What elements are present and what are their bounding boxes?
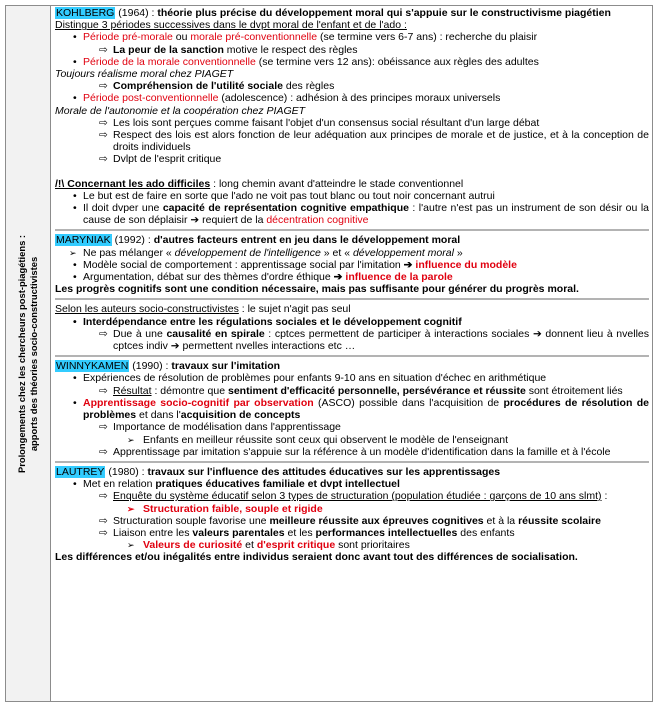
winnykamen-sub-3: ⇨ Apprentissage par imitation s'appuie sur la référence à un modèle d'identification dans la famille et à l'école [55, 446, 649, 458]
lautrey-s2-c: et à la [483, 514, 519, 527]
author-lautrey: LAUTREY [56, 465, 105, 478]
side-title-cell [6, 6, 51, 701]
winnykamen-b2-red: Apprentissage socio-cognitif par observation [83, 396, 314, 409]
ado-b2-c: : l'autre n'est pas un instrument de son désir ou la cause de son déplaisir [83, 202, 649, 227]
ado-b2-bold: capacité de représentation cognitive empathique [162, 202, 409, 215]
period-1-text: (se termine vers 6-7 ans) : recherche du plaisir [317, 31, 538, 44]
socio-title-text: : le sujet n'agit pas seul [238, 303, 351, 316]
socio-s1-e: permettent nvelles interactions etc … [179, 340, 356, 353]
maryniak-l1-c: » [453, 246, 463, 259]
winnykamen-b2-bold: procédures de résolution de problèmes [83, 396, 649, 422]
kohlberg-period-3-note: Morale de l'autonomie et la coopération chez PIAGET [55, 104, 306, 117]
period-1-sub-text: motive le respect des règles [223, 43, 358, 56]
section-divider [55, 461, 649, 463]
maryniak-l1-i1: développement de l'intelligence [174, 246, 321, 259]
maryniak-year: (1992) : [111, 234, 154, 247]
socio-s1-d: donnent lieu à nvelles cptces indiv [113, 327, 649, 353]
lautrey-b1-bold: pratiques éducatives familiale et dvpt intellectuel [155, 478, 400, 491]
lautrey-s1-rest: : [601, 490, 608, 503]
lautrey-s2-a: Structuration souple favorise une [113, 514, 270, 527]
winnykamen-b2-c: et dans l' [136, 409, 181, 422]
section-divider [55, 355, 649, 357]
arrow-right-icon: ➔ [532, 327, 542, 340]
kohlberg-period-2-sub [55, 80, 649, 92]
kohlberg-period-3-sub-1: ⇨ Les lois sont perçues comme faisant l'objet d'un consensus social résultant d'un large débat [55, 117, 649, 129]
winnykamen-year: (1990) : [129, 360, 172, 373]
lautrey-s3-bold: valeurs parentales [192, 526, 285, 539]
kohlberg-section [55, 7, 649, 226]
kohlberg-heading [55, 7, 649, 19]
kohlberg-title: théorie plus précise du développement moral qui s'appuie sur le constructivisme piagétien [157, 7, 611, 19]
period-1-label-alt: morale pré-conventionnelle [190, 31, 318, 44]
socio-bullet-1: • Interdépendance entre les régulations sociales et le développement cognitif [55, 316, 649, 328]
period-1-label: Période pré-morale [83, 31, 173, 44]
maryniak-b1-red: influence du modèle [412, 258, 517, 271]
period-1-sub-bold: La peur de la sanction [113, 43, 224, 56]
lautrey-bullet-1 [55, 478, 649, 490]
lautrey-title: travaux sur l'influence des attitudes éducatives sur les apprentissages [147, 465, 501, 478]
ado-bullet-1: • Le but est de faire en sorte que l'ado ne voit pas tout blanc ou tout noir concernant autrui [55, 190, 649, 202]
period-2-sub-bold: Compréhension de l'utilité sociale [113, 80, 283, 93]
lautrey-conclusion: Les différences et/ou inégalités entre individus seraient donc avant tout des différences de socialisation. [55, 551, 578, 564]
lautrey-s1-u: Enquête du système éducatif selon 3 types de structuration (population étudiée : garçons de 10 ans slmt) [113, 490, 602, 503]
maryniak-heading [55, 234, 649, 246]
lautrey-s3-sub-b: sont prioritaires [335, 539, 410, 552]
section-divider [55, 229, 649, 231]
maryniak-b2-a: Argumentation, débat sur des thèmes d'ordre éthique [83, 271, 334, 284]
maryniak-title: d'autres facteurs entrent en jeu dans le développement moral [153, 234, 461, 247]
lautrey-year: (1980) : [105, 465, 148, 478]
maryniak-conclusion: Les progrès cognitifs sont une condition nécessaire, mais pas suffisante pour générer du progrès moral. [55, 283, 579, 296]
period-1-or: ou [172, 31, 191, 44]
kohlberg-period-1-sub [55, 44, 649, 56]
lautrey-b1-a: Met en relation [83, 478, 156, 491]
kohlberg-period-3-sub-3: ⇨ Dvlpt de l'esprit critique [55, 153, 649, 165]
lautrey-sub-2 [55, 515, 649, 527]
side-title-line2: apports des théories socio-constructivistes [28, 256, 39, 451]
socio-sub-1 [55, 328, 649, 352]
kohlberg-period-2-note: Toujours réalisme moral chez PIAGET [55, 68, 234, 81]
winnykamen-s1-c: sont étroitement liés [525, 384, 623, 397]
period-2-label: Période de la morale conventionnelle [83, 55, 256, 68]
kohlberg-period-3 [55, 92, 649, 104]
period-2-text: (se termine vers 12 ans): obéissance aux règles des adultes [255, 55, 539, 68]
arrow-right-icon: ➔ [333, 271, 343, 284]
maryniak-line-1 [55, 247, 649, 259]
socio-s1-c: : cptces permettent de participer à interactions sociales [264, 327, 533, 340]
kohlberg-period-2 [55, 56, 649, 68]
lautrey-s3-sub-red1: Valeurs de curiosité [143, 539, 243, 552]
socio-section [55, 303, 649, 352]
kohlberg-period-3-sub-2: ⇨ Respect des lois est alors fonction de leur adéquation aux principes de morale et de justice, et à la conception de droits individuels [55, 129, 649, 153]
period-3-label: Période post-conventionnelle [83, 92, 219, 105]
ado-b2-red: décentration cognitive [266, 214, 369, 227]
maryniak-section [55, 234, 649, 295]
lautrey-heading [55, 466, 649, 478]
socio-s1-bold: causalité en spirale [166, 327, 265, 340]
arrow-right-icon: ➔ [190, 214, 200, 227]
maryniak-bullet-2 [55, 271, 649, 283]
lautrey-s2-bold2: réussite scolaire [518, 514, 601, 527]
lautrey-s2-bold: meilleure réussite aux épreuves cognitives [269, 514, 484, 527]
winnykamen-section [55, 360, 649, 458]
arrow-right-icon: ➔ [403, 258, 413, 271]
ado-title-text: : long chemin avant d'atteindre le stade conventionnel [210, 177, 464, 190]
period-2-sub-text: des règles [282, 80, 335, 93]
winnykamen-heading [55, 360, 649, 372]
content-cell [51, 6, 652, 701]
ado-b2-a: Il doit dvper une [83, 202, 163, 215]
maryniak-b1-a: Modèle social de comportement : apprentissage social par l'imitation [83, 258, 404, 271]
maryniak-b2-red: influence de la parole [342, 271, 453, 284]
socio-title: Selon les auteurs socio-constructivistes [55, 303, 239, 316]
side-title [16, 234, 40, 472]
period-3-text: (adolescence) : adhésion à des principes moraux universels [218, 92, 501, 105]
lautrey-sub-3 [55, 527, 649, 539]
maryniak-l1-a: Ne pas mélanger « [83, 246, 175, 259]
spacer [55, 166, 649, 178]
ado-b2-d: requiert de la [199, 214, 267, 227]
winnykamen-s1-u: Résultat [113, 384, 152, 397]
kohlberg-intro: Distingue 3 périodes successives dans le dvpt moral de l'enfant et de l'ado : [55, 19, 407, 32]
winnykamen-sub-1 [55, 385, 649, 397]
ado-title: /!\ Concernant les ado difficiles [55, 177, 211, 190]
lautrey-s3-e: des enfants [457, 526, 515, 539]
winnykamen-sub-2: ⇨ Importance de modélisation dans l'apprentissage [55, 421, 649, 433]
lautrey-s3-sub-a: et [242, 539, 257, 552]
winnykamen-b2-bold2: acquisition de concepts [180, 409, 301, 422]
maryniak-l1-i2: développement moral [352, 246, 454, 259]
author-maryniak: MARYNIAK [56, 234, 111, 247]
ado-bullet-2 [55, 202, 649, 226]
lautrey-sub-1 [55, 490, 649, 502]
ado-heading [55, 178, 649, 190]
author-kohlberg: KOHLBERG [56, 7, 115, 19]
socio-heading [55, 303, 649, 315]
kohlberg-period-1 [55, 31, 649, 43]
section-divider [55, 298, 649, 300]
winnykamen-s1-a: : démontre que [151, 384, 228, 397]
lautrey-s3-c: et les [284, 526, 316, 539]
winnykamen-bullet-2 [55, 397, 649, 421]
content-table [5, 5, 653, 702]
lautrey-sub-1-detail: ➢ Structuration faible, souple et rigide [55, 503, 649, 515]
arrow-right-icon: ➔ [170, 340, 180, 353]
socio-s1-a: Due à une [113, 327, 167, 340]
author-winnykamen: WINNYKAMEN [56, 360, 129, 373]
winnykamen-title: travaux sur l'imitation [171, 360, 281, 373]
maryniak-l1-b: » et « [320, 246, 353, 259]
lautrey-s3-sub-red2: d'esprit critique [256, 539, 336, 552]
maryniak-bullet-1 [55, 259, 649, 271]
lautrey-section [55, 466, 649, 564]
winnykamen-s1-bold: sentiment d'efficacité personnelle, persévérance et réussite [228, 384, 526, 397]
lautrey-s3-a: Liaison entre les [113, 526, 193, 539]
lautrey-s3-bold2: performances intellectuelles [315, 526, 458, 539]
side-title-line1: Prolongements chez les chercheurs post-piagétiens : [16, 234, 27, 473]
winnykamen-sub-2-detail: ➢ Enfants en meilleur réussite sont ceux qui observent le modèle de l'enseignant [55, 434, 649, 446]
kohlberg-year: (1964) : [115, 7, 158, 19]
lautrey-sub-3-detail [55, 539, 649, 551]
winnykamen-bullet-1: • Expériences de résolution de problèmes pour enfants 9-10 ans en situation d'échec en arithmétique [55, 372, 649, 384]
winnykamen-b2-a: (ASCO) possible dans l'acquisition de [313, 396, 504, 409]
